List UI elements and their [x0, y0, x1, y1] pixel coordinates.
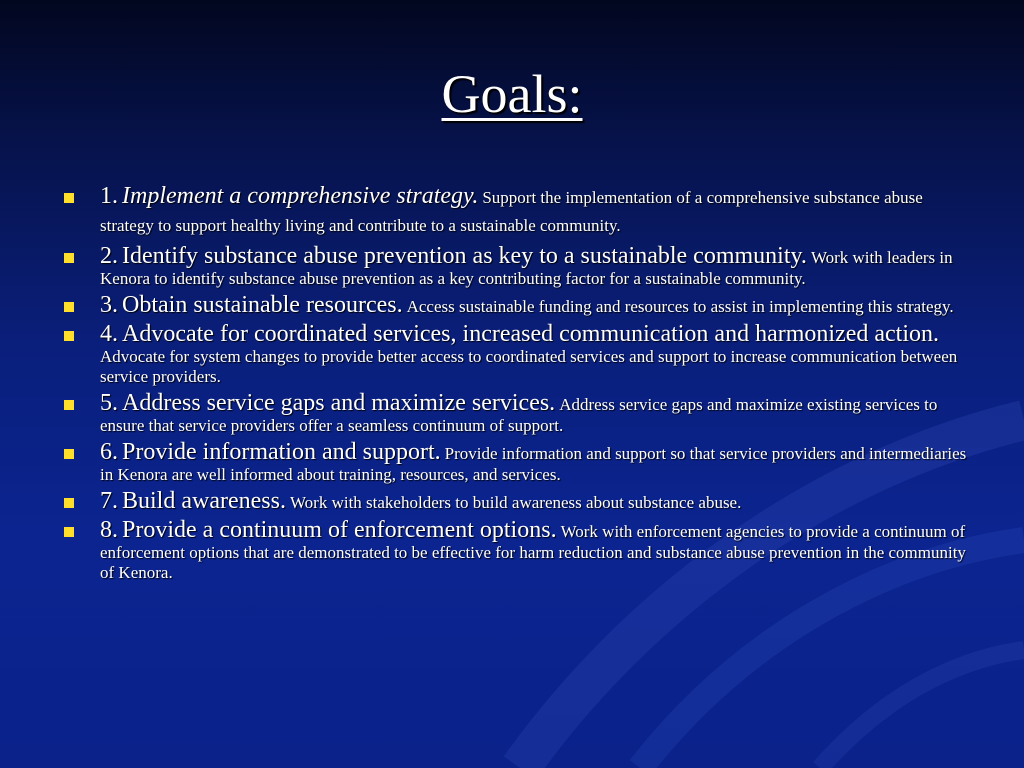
goal-item-3 — [62, 293, 977, 318]
bullet-square-icon — [64, 527, 74, 537]
slide-title: Goals: — [441, 64, 583, 124]
goal-description: Work with leaders in Kenora to identify substance abuse prevention as a key contributing factor for a sustainable community. — [100, 248, 953, 288]
bullet-square-icon — [64, 253, 74, 263]
goal-description: Address service gaps and maximize existing services to ensure that service providers offer a seamless continuum of support. — [100, 395, 938, 435]
bullet-square-icon — [64, 498, 74, 508]
goal-number: 7. — [100, 488, 118, 514]
goal-description: Provide information and support so that service providers and intermediaries in Kenora are well informed about training, resources, and services. — [100, 444, 967, 484]
goal-number: 8. — [100, 517, 118, 543]
bullet-square-icon — [64, 449, 74, 459]
goal-number: 1. — [100, 183, 118, 209]
goal-heading: Build awareness. — [122, 488, 286, 514]
goal-number: 2. — [100, 243, 118, 269]
goals-list — [62, 184, 977, 587]
bullet-square-icon — [64, 400, 74, 410]
goal-description: Support the implementation of a comprehensive substance abuse strategy to support healthy living and contribute to a sustainable community. — [100, 188, 923, 235]
bullet-square-icon — [64, 331, 74, 341]
goal-description: Access sustainable funding and resources to assist in implementing this strategy. — [406, 297, 954, 316]
goal-number: 5. — [100, 390, 118, 416]
bullet-square-icon — [64, 302, 74, 312]
goal-number: 4. — [100, 321, 118, 347]
goal-number: 3. — [100, 292, 118, 318]
goal-heading: Address service gaps and maximize services. — [122, 390, 556, 416]
goal-description: Advocate for system changes to provide better access to coordinated services and support to increase communication between service providers. — [100, 347, 958, 386]
goal-description: Work with stakeholders to build awareness about substance abuse. — [289, 493, 742, 512]
goal-item-6 — [62, 440, 977, 485]
goal-heading: Implement a comprehensive strategy. — [122, 183, 479, 209]
bullet-square-icon — [64, 193, 74, 203]
goal-heading: Provide a continuum of enforcement options. — [122, 517, 557, 543]
goal-item-8 — [62, 518, 977, 583]
goal-item-2 — [62, 244, 977, 289]
goal-heading: Provide information and support. — [122, 439, 441, 465]
goal-item-1 — [62, 184, 977, 240]
goal-number: 6. — [100, 439, 118, 465]
goal-item-7 — [62, 489, 977, 514]
goal-heading: Identify substance abuse prevention as key to a sustainable community. — [122, 243, 807, 269]
goal-description: Work with enforcement agencies to provide a continuum of enforcement options that are demonstrated to be effective for harm reduction and substance abuse prevention in the community of Kenora. — [100, 522, 966, 582]
goal-item-4 — [62, 322, 977, 387]
goal-heading: Advocate for coordinated services, increased communication and harmonized action. — [122, 321, 940, 347]
goal-item-5 — [62, 391, 977, 436]
goal-heading: Obtain sustainable resources. — [122, 292, 403, 318]
